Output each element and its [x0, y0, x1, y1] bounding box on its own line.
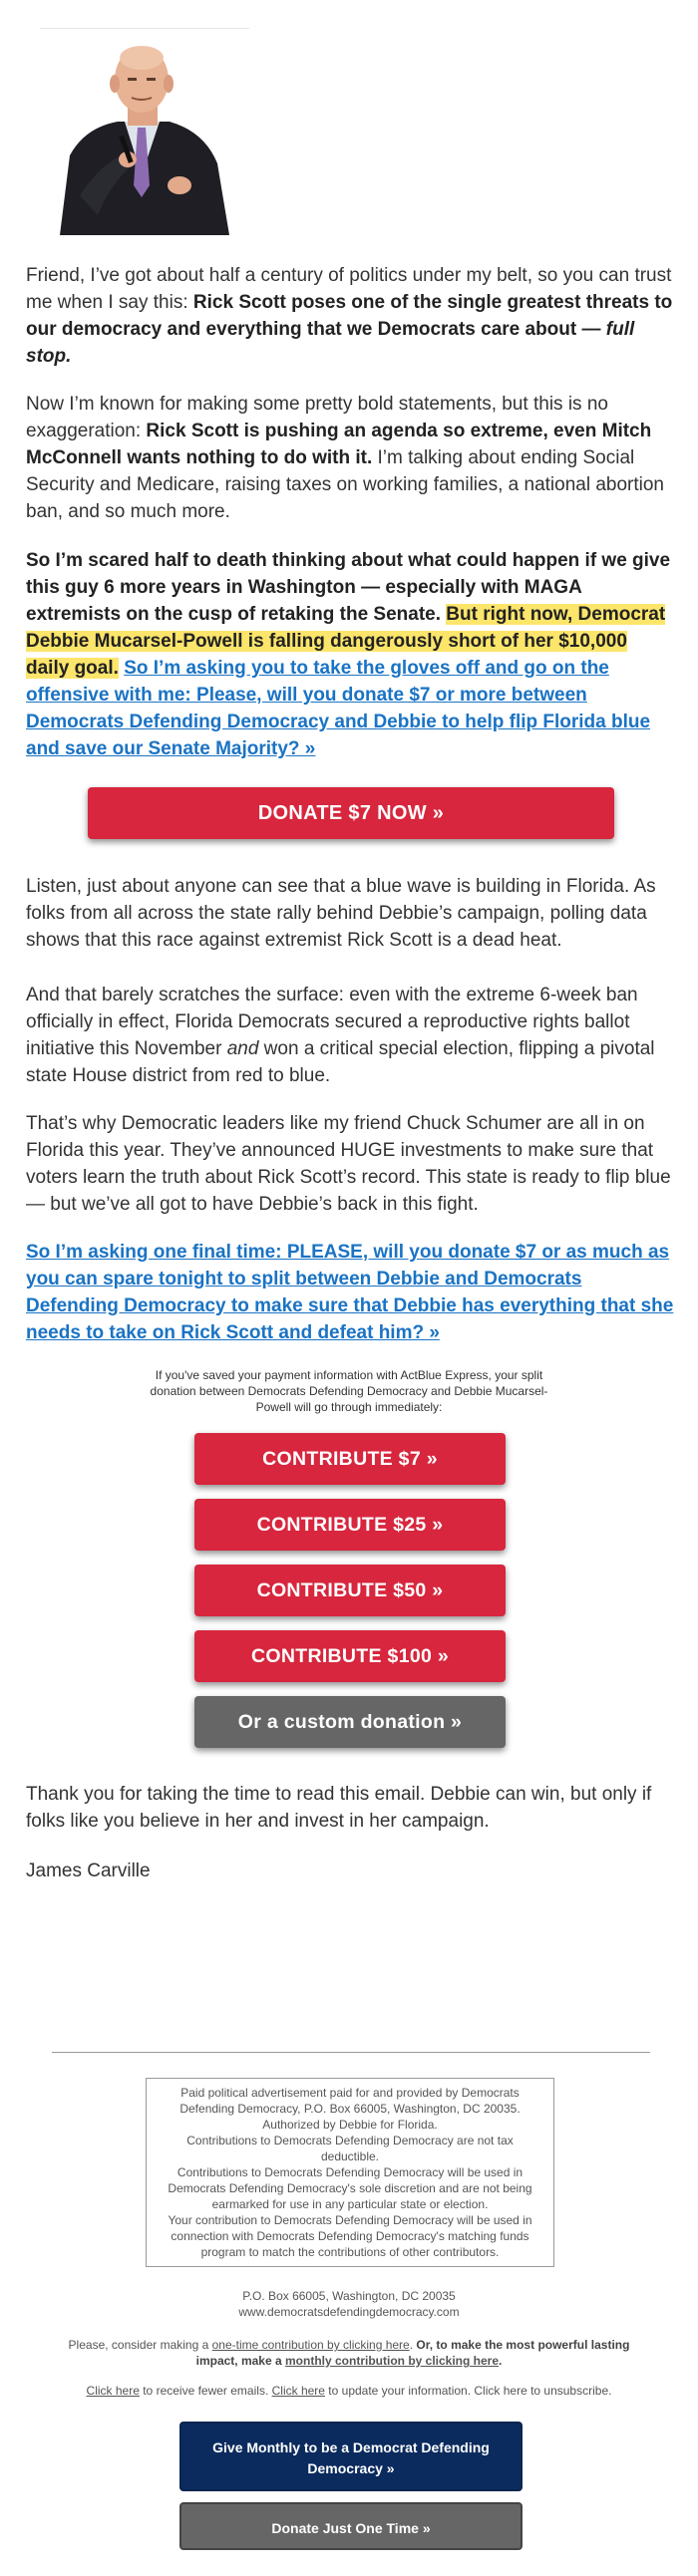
give-monthly-button[interactable]: Give Monthly to be a Democrat Defending Democracy » — [179, 2422, 523, 2491]
contribute-7-button[interactable]: CONTRIBUTE $7 » — [194, 1433, 506, 1485]
contribute-100-button[interactable]: CONTRIBUTE $100 » — [194, 1630, 506, 1682]
thank-you-paragraph: Thank you for taking the time to read this email. Debbie can win, but only if folks like you believe in her and invest in her campaign. — [26, 1784, 652, 1832]
signature: James Carville — [26, 1860, 151, 1881]
one-time-contribution-link[interactable]: one-time contribution by clicking here — [211, 2338, 410, 2352]
donate-link-1[interactable]: So I’m asking you to take the gloves off and go on the offensive with me: Please, will you donate $7 or more between Democrats Defending Democracy and Debbie to help flip Florida blue and save our Senate Majority? » — [26, 658, 651, 759]
fewer-emails-link[interactable]: Click here — [86, 2384, 140, 2398]
blue-wave-paragraph: Listen, just about anyone can see that a blue wave is building in Florida. As folks from all across the state rally behind Debbie’s campaign, polling data shows that this race against extremist Rick Scott is a dead heat. — [26, 876, 656, 951]
actblue-note: If you've saved your payment information with ActBlue Express, your split donation between Democrats Defending Democracy and Debbie Mucarsel-Powell will go through immediately: — [150, 1368, 548, 1414]
footer-address — [150, 2288, 548, 2320]
monthly-contribution-note: Please, consider making a one-time contribution by clicking here. Or, to make the most powerful lasting impact, make a monthly contribution by clicking here. — [68, 2338, 630, 2368]
website-url: www.democratsdefendingdemocracy.com — [238, 2305, 460, 2319]
urgency-paragraph: So I’m scared half to death thinking about what could happen if we give this guy 6 more years in Washington — especially with MAGA extremists on the cusp of retaking the Senate. But right now, Democrat Debbie Mucarsel-Powell is falling dangerously short of her $10,000 daily goal. So I’m asking you to take the gloves off and go on the offensive with me: Please, will you donate $7 or more between Democrats Defending Democracy and Debbie to help flip Florida blue and save our Senate Majority? » — [26, 550, 671, 759]
legal-disclaimer — [146, 2078, 554, 2267]
donate-link-2[interactable]: So I’m asking one final time: PLEASE, will you donate $7 or as much as you can spare tonight to split between Debbie and Democrats Defending Democracy to make sure that Debbie has everything that she needs to take on Rick Scott and defeat him? » — [26, 1242, 674, 1343]
final-ask-paragraph — [26, 1239, 674, 1346]
disclaimer-line: Contributions to Democrats Defending Democracy will be used in Democrats Defending Democracy's sole discretion and are not being earmarked for use in any particular state or election. — [168, 2165, 532, 2211]
footer-divider — [52, 2052, 650, 2053]
speaker-photo-illustration — [40, 36, 244, 235]
speaker-photo — [40, 36, 244, 235]
contribute-50-button[interactable]: CONTRIBUTE $50 » — [194, 1565, 506, 1616]
update-info-link[interactable]: Click here — [271, 2384, 325, 2398]
disclaimer-line: Paid political advertisement paid for and provided by Democrats Defending Democracy, P.O. Box 66005, Washington, DC 20035. Authorized by Debbie for Florida. — [179, 2086, 521, 2132]
disclaimer-line: Your contribution to Democrats Defending Democracy will be used in connection with Democrats Defending Democracy's matching funds program to match the contributions of other contributors. — [168, 2213, 532, 2259]
donate-7-now-button[interactable]: DONATE $7 NOW » — [88, 787, 614, 839]
disclaimer-line: Contributions to Democrats Defending Democracy are not tax deductible. — [186, 2134, 514, 2163]
intro-paragraph: Friend, I’ve got about half a century of politics under my belt, so you can trust me when I say this: Rick Scott poses one of the single greatest threats to our democracy and everything that we Democrats care about — full stop. — [26, 265, 673, 367]
ballot-paragraph: And that barely scratches the surface: even with the extreme 6-week ban officially in effect, Florida Democrats secured a reproductive rights ballot initiative this November and won a critical special election, flipping a pivotal state House district from red to blue. — [26, 985, 655, 1086]
email-preferences: Click here to receive fewer emails. Click here to update your information. Click here to unsubscribe. — [86, 2384, 612, 2398]
monthly-contribution-link[interactable]: monthly contribution by clicking here — [285, 2354, 500, 2368]
schumer-paragraph: That’s why Democratic leaders like my friend Chuck Schumer are all in on Florida this year. They’ve announced HUGE investments to make sure that voters learn the truth about Rick Scott’s record. This state is ready to flip blue — but we’ve all got to have Debbie’s back in this fight. — [26, 1113, 671, 1215]
donate-one-time-button[interactable]: Donate Just One Time » — [179, 2502, 523, 2550]
agenda-paragraph: Now I’m known for making some pretty bold statements, but this is no exaggeration: Rick Scott is pushing an agenda so extreme, even Mitch McConnell wants nothing to do with it. I’m talking about ending Social Security and Medicare, raising taxes on working families, a national abortion ban, and so much more. — [26, 394, 664, 522]
top-divider — [40, 28, 249, 29]
custom-donation-button[interactable]: Or a custom donation » — [194, 1696, 506, 1748]
contribute-25-button[interactable]: CONTRIBUTE $25 » — [194, 1499, 506, 1551]
postal-address: P.O. Box 66005, Washington, DC 20035 — [242, 2289, 456, 2303]
goal-highlight: But right now, Democrat Debbie Mucarsel-Powell is falling dangerously short of her $10,000 daily goal. — [26, 604, 666, 679]
